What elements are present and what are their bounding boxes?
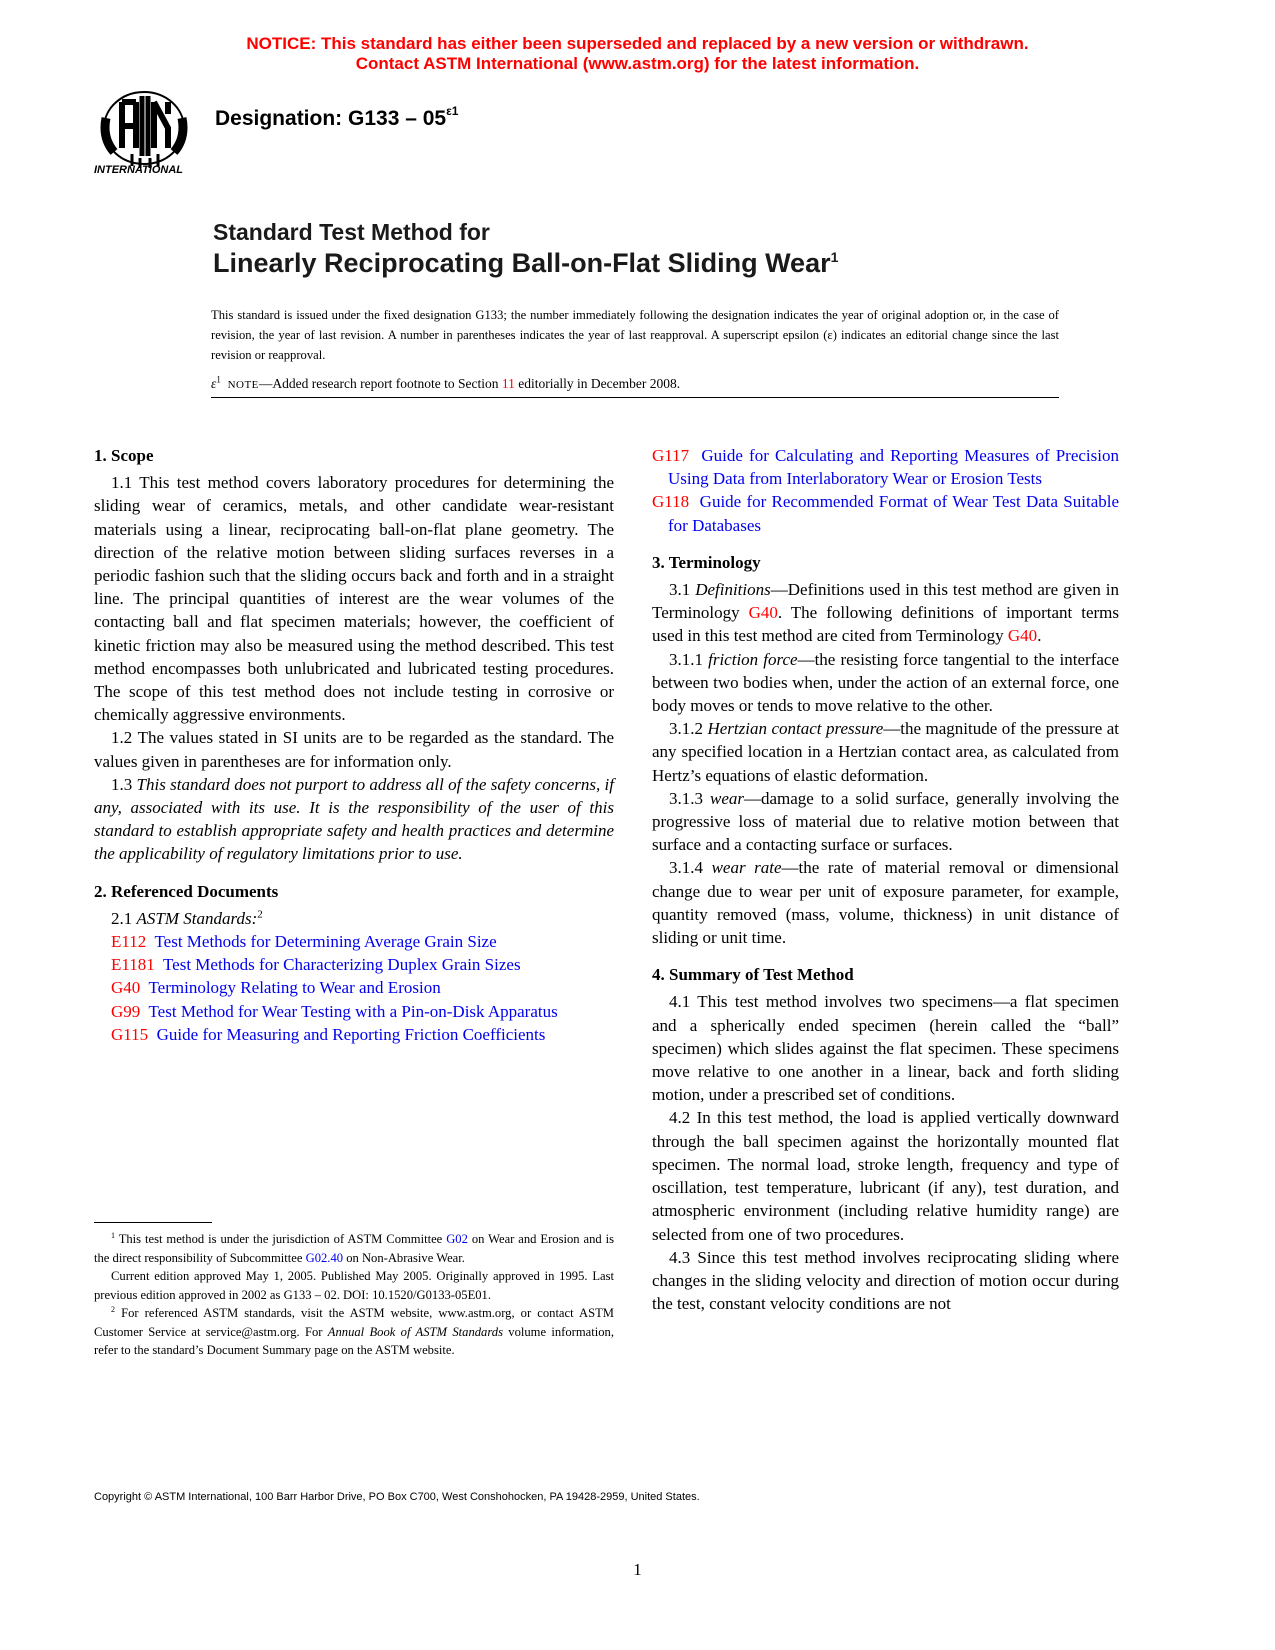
epsilon-mark-sup: 1 [216, 374, 221, 385]
ref-title[interactable]: Test Method for Wear Testing with a Pin-on-Disk Apparatus [148, 1001, 558, 1021]
footnotes [94, 1230, 614, 1360]
designation-epsilon: ε1 [446, 104, 459, 118]
definition-number: 3.1.3 [669, 788, 710, 808]
note-label: NOTE [227, 379, 259, 391]
definition-friction-force [652, 648, 1119, 718]
title-footnote-mark: 1 [830, 249, 839, 265]
committee-g02-link[interactable]: G02 [446, 1232, 468, 1246]
ref-title[interactable]: Guide for Recommended Format of Wear Test Data Suitable for Databases [668, 492, 1120, 535]
ref-code[interactable]: E112 [111, 932, 147, 952]
ref-code[interactable]: G40 [111, 978, 141, 998]
section-1-3-text: This standard does not purport to address all of the safety concerns, if any, associated with its use. It is the responsibility of the user of this standard to establish appropriate safety and health practices and determine the applicability of regulatory limitations prior to use. [94, 774, 614, 864]
g40-link[interactable]: G40 [1007, 626, 1038, 646]
issued-statement: This standard is issued under the fixed designation G133; the number immediately following the designation indicates the year of original adoption or, in the case of revision, the year of last revision. A number in parentheses indicates the year of last reapproval. A superscript epsilon (ε) indicates an editorial change since the last revision or reapproval. [211, 308, 1059, 362]
ref-code[interactable]: G99 [111, 1001, 141, 1021]
footnote-1-text-c: on Non-Abrasive Wear. [343, 1250, 465, 1265]
definition-number: 3.1.2 [669, 719, 708, 739]
definition-wear-rate [652, 856, 1119, 949]
ref-g118[interactable] [652, 490, 1119, 536]
section-1-heading: 1. Scope [94, 446, 154, 465]
definition-term: wear rate [711, 858, 782, 878]
footnote-2-sup: 2 [111, 1304, 115, 1314]
page-number: 1 [633, 1560, 642, 1579]
section-11-link[interactable]: 11 [501, 376, 515, 391]
definition-term: friction force [708, 649, 798, 669]
document-title [213, 217, 838, 279]
section-4-1: 4.1 This test method involves two specimens—a flat specimen and a spherically ended specimen (herein called the “ball” specimen) which slides against the flat specimen. These specimens move relative to one another in a linear, back and forth sliding motion, under a prescribed set of conditions. [652, 992, 1119, 1105]
subcommittee-g02-40-link[interactable]: G02.40 [305, 1250, 344, 1265]
section-4-heading: 4. Summary of Test Method [652, 965, 854, 985]
notice-line-1: NOTICE: This standard has either been superseded and replaced by a new version or withdrawn. [246, 34, 1029, 53]
title-line-1: Standard Test Method for [213, 219, 490, 245]
ref-g40[interactable] [94, 976, 614, 999]
footnote-2-text: For referenced ASTM standards, visit the ASTM website, www.astm.org, or contact ASTM Customer Service at service@astm.org. For [94, 1306, 614, 1339]
section-1-3-number: 1.3 [111, 774, 137, 794]
footnote-1 [94, 1230, 614, 1267]
ref-title[interactable]: Test Methods for Determining Average Grain Size [154, 932, 497, 952]
ref-title[interactable]: Terminology Relating to Wear and Erosion [148, 978, 441, 998]
note-text-end: editorially in December 2008. [514, 376, 681, 391]
ref-title[interactable]: Guide for Measuring and Reporting Friction Coefficients [156, 1024, 546, 1044]
ref-code[interactable]: E1181 [111, 955, 155, 975]
section-3-1-text-c: . [1037, 626, 1042, 646]
section-3-1 [652, 578, 1119, 648]
footnote-rule [94, 1222, 212, 1223]
section-4-2: 4.2 In this test method, the load is applied vertically downward through the ball specimen against the horizontally mounted flat specimen. The normal load, stroke length, frequency and type of oscillation, test temperature, lubricant (if any), test duration, and atmospheric environment (including relative humidity range) are selected from one of two procedures. [652, 1108, 1119, 1244]
definition-term: Hertzian contact pressure [707, 719, 884, 739]
section-2-1-number: 2.1 [111, 908, 137, 928]
section-1-1: 1.1 This test method covers laboratory procedures for determining the sliding wear of ceramics, metals, and other candidate wear-resistant materials using a linear, reciprocating ball-on-flat plane geometry. The direction of the relative motion between sliding surfaces reverses in a periodic fashion such that the sliding occurs back and forth and in a straight line. The principal quantities of interest are the wear volumes of the contacting ball and flat specimen materials; however, the coefficient of kinetic friction may also be measured using the method described. This test method encompasses both unlubricated and lubricated testing procedures. The scope of this test method does not include testing in corrosive or chemically aggressive environments. [94, 473, 614, 725]
footnote-edition: Current edition approved May 1, 2005. Published May 2005. Originally approved in 1995. Last previous edition approved in 2002 as G133 – 02. DOI: 10.1520/G0133-05E01. [94, 1269, 614, 1302]
section-3-1-text: —Definitions used in this test method are given in Terminology [652, 580, 1120, 623]
section-1-3 [94, 773, 614, 866]
ref-g117[interactable] [652, 444, 1119, 490]
epsilon-note [211, 376, 1059, 398]
definition-text: —damage to a solid surface, generally involving the progressive loss of material due to relative motion between that surface and a contacting surface or surfaces. [652, 788, 1120, 855]
astm-logo [92, 88, 198, 180]
definition-hertzian-contact-pressure [652, 717, 1119, 787]
g40-link[interactable]: G40 [748, 603, 778, 623]
annual-book-title: Annual Book of ASTM Standards [327, 1324, 503, 1339]
section-4-3: 4.3 Since this test method involves reciprocating sliding where changes in the sliding velocity and direction of motion occur during the test, constant velocity conditions are not [652, 1247, 1119, 1314]
right-column [652, 444, 1119, 1315]
definitions-term: Definitions [695, 580, 771, 600]
footnote-1-text: This test method is under the jurisdiction of ASTM Committee [115, 1232, 447, 1246]
section-3-heading: 3. Terminology [652, 552, 761, 572]
footnote-1-text-b: on Wear and Erosion and is the direct responsibility of Subcommittee [94, 1232, 615, 1265]
definition-wear [652, 787, 1119, 857]
ref-title[interactable]: Guide for Calculating and Reporting Measures of Precision Using Data from Interlaboratory Wear or Erosion Tests [668, 446, 1119, 489]
definition-number: 3.1.1 [669, 649, 709, 669]
definition-number: 3.1.4 [669, 858, 712, 878]
logo-text: INTERNATIONAL [94, 164, 184, 176]
section-2-heading: 2. Referenced Documents [94, 881, 279, 901]
designation-text: Designation: G133 – 05 [215, 107, 447, 130]
ref-code[interactable]: G117 [652, 446, 690, 465]
astm-standards-label: ASTM Standards: [136, 908, 258, 928]
withdrawal-notice [0, 34, 1275, 74]
ref-title[interactable]: Test Methods for Characterizing Duplex Grain Sizes [162, 955, 521, 975]
ref-g115[interactable] [94, 1023, 614, 1046]
definition-text: —the magnitude of the pressure at any specified location in a Hertzian contact area, as calculated from Hertz’s equations of elastic deformation. [652, 719, 1120, 785]
footnote-2 [94, 1304, 614, 1360]
ref-code[interactable]: G118 [652, 492, 690, 512]
footnote-2-text-b: volume information, refer to the standard’s Document Summary page on the ASTM website. [94, 1324, 614, 1357]
ref-code[interactable]: G115 [111, 1024, 149, 1044]
notice-line-2: Contact ASTM International (www.astm.org) for the latest information. [355, 54, 920, 73]
definition-text: —the resisting force tangential to the interface between two bodies when, under the action of an external force, one body moves or tends to move relative to the other. [652, 649, 1119, 716]
designation [215, 104, 459, 131]
definition-term: wear [709, 788, 744, 808]
section-3-1-number: 3.1 [669, 580, 696, 600]
section-2-1 [94, 907, 614, 930]
copyright-notice: Copyright © ASTM International, 100 Barr Harbor Drive, PO Box C700, West Conshohocken, PA 19428-2959, United States. [94, 1491, 700, 1503]
footnote-1-mark: 1 [111, 1230, 115, 1240]
ref-g99[interactable] [94, 1000, 614, 1023]
note-text: —Added research report footnote to Section [258, 376, 502, 391]
section-3-1-text-b: . The following definitions of important terms used in this test method are cited from Terminology [652, 603, 1119, 646]
epsilon-mark: ε [211, 376, 217, 391]
title-line-2: Linearly Reciprocating Ball-on-Flat Sliding Wear [213, 248, 831, 278]
left-column [94, 444, 614, 1046]
footnote-2-mark: 2 [257, 908, 263, 921]
ref-e1181[interactable] [94, 953, 614, 976]
definition-text: —the rate of material removal or dimensional change due to wear per unit of exposure parameter, for example, quantity removed (mass, volume, thickness) in unit distance of sliding or unit time. [652, 858, 1119, 948]
section-1-2: 1.2 The values stated in SI units are to be regarded as the standard. The values given in parentheses are for information only. [94, 728, 614, 771]
ref-e112[interactable] [94, 930, 614, 953]
